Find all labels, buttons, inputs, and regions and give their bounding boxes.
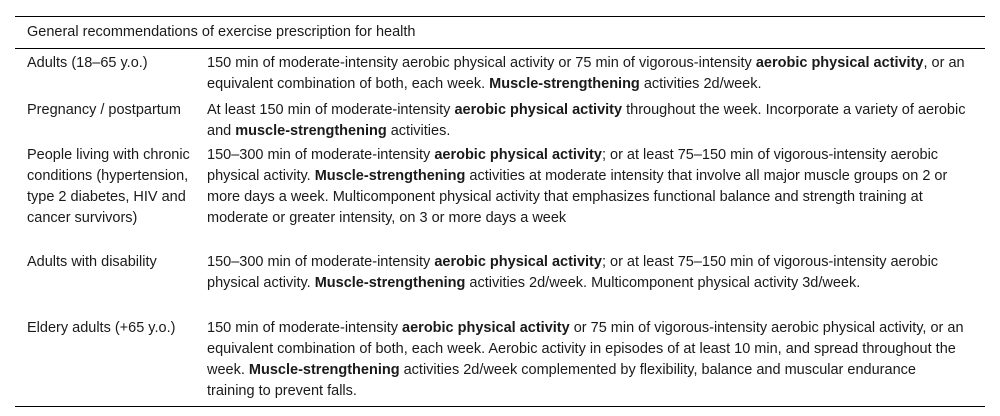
emphasized-term: aerobic physical activity: [402, 320, 570, 336]
recommendation-text: [207, 145, 967, 250]
emphasized-term: muscle-strengthening: [235, 123, 387, 139]
population-group: Eldery adults (+65 y.o.): [27, 320, 176, 336]
table-row: [15, 100, 985, 142]
table-row: [15, 318, 985, 402]
table-caption: General recommendations of exercise prescription for health: [27, 24, 416, 40]
table-row: [15, 252, 985, 315]
emphasized-term: Muscle-strengthening: [489, 76, 640, 92]
recommendation-fragment: activities at moderate intensity that involve all major muscle groups on 2 or more days a week. Multicomponent physical activity that emphasizes functional balance and strength training at moderate or greater intensity, on 3 or more days a week: [207, 168, 948, 226]
recommendation-fragment: ; or at least 75–150 min of vigorous-intensity aerobic physical activity.: [207, 147, 939, 184]
recommendation-fragment: , or an equivalent combination of both, each week.: [207, 55, 965, 92]
recommendation-fragment: activities 2d/week. Multicomponent physical activity 3d/week.: [465, 275, 861, 291]
recommendation-fragment: or 75 min of vigorous-intensity aerobic physical activity, or an equivalent combination of both, each week. Aerobic activity in episodes of at least 10 min, and spread throughout the week.: [207, 320, 964, 378]
recommendation-text: [207, 100, 967, 142]
table-row: [15, 145, 985, 250]
recommendation-fragment: 150 min of moderate-intensity aerobic physical activity or 75 min of vigorous-intensity: [207, 55, 756, 71]
emphasized-term: aerobic physical activity: [434, 254, 602, 270]
recommendation-fragment: throughout the week. Incorporate a variety of aerobic and: [207, 102, 966, 139]
recommendation-fragment: activities 2d/week complemented by flexibility, balance and muscular endurance training to prevent falls.: [207, 362, 916, 399]
recommendation-fragment: activities 2d/week.: [639, 76, 762, 92]
recommendation-fragment: At least 150 min of moderate-intensity: [207, 102, 455, 118]
recommendation-fragment: activities.: [386, 123, 451, 139]
emphasized-term: aerobic physical activity: [434, 147, 602, 163]
emphasized-term: aerobic physical activity: [454, 102, 623, 118]
emphasized-term: aerobic physical activity: [755, 55, 924, 71]
population-group: Adults with disability: [27, 254, 157, 270]
table-bottom-rule: [15, 406, 985, 407]
recommendation-fragment: 150–300 min of moderate-intensity: [207, 147, 435, 163]
recommendation-text: [207, 318, 967, 402]
recommendation-fragment: 150 min of moderate-intensity: [207, 320, 403, 336]
table-row: [15, 49, 985, 95]
population-group: Pregnancy / postpartum: [27, 102, 181, 118]
population-group: People living with chronic conditions (hypertension, type 2 diabetes, HIV and cancer survivors): [27, 147, 190, 226]
emphasized-term: Muscle-strengthening: [314, 275, 466, 291]
population-group: Adults (18–65 y.o.): [27, 55, 148, 71]
emphasized-term: Muscle-strengthening: [248, 362, 400, 378]
recommendation-text: [207, 53, 967, 95]
recommendation-fragment: ; or at least 75–150 min of vigorous-intensity aerobic physical activity.: [207, 254, 939, 291]
recommendation-fragment: 150–300 min of moderate-intensity: [207, 254, 435, 270]
emphasized-term: Muscle-strengthening: [314, 168, 466, 184]
recommendation-text: [207, 252, 967, 315]
recommendations-table: [15, 16, 985, 407]
